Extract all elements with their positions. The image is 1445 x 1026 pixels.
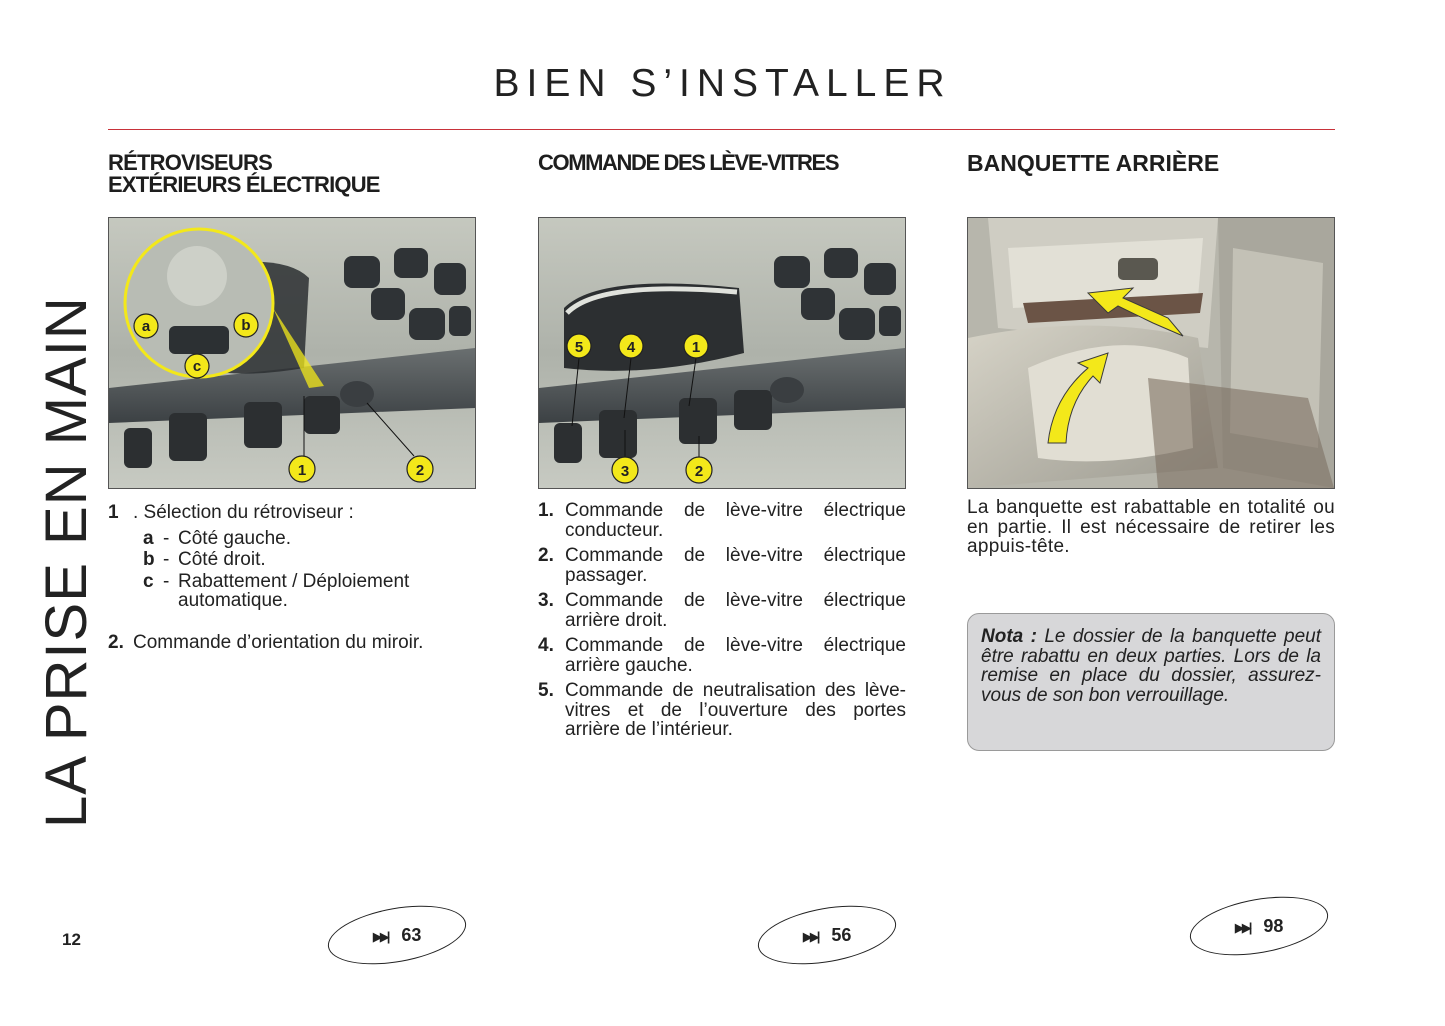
- next-page-icon: ▶▶|: [372, 928, 388, 944]
- callout-b: b: [241, 317, 251, 334]
- reference-page-number: 56: [831, 924, 852, 945]
- rear-bench-figure: [967, 217, 1335, 489]
- list-item: [538, 501, 906, 540]
- rear-bench-description: La banquette est rabattable en totalité ou en partie. Il est nécessaire de retirer les appuis-tête.: [967, 497, 1335, 557]
- list-item: [538, 591, 906, 630]
- sub-key: a: [143, 527, 154, 549]
- item-text: Commande de lève-vitre électrique passager.: [565, 545, 906, 586]
- callout-4: 4: [626, 339, 636, 356]
- item-text: Commande de neutralisation des lève-vitres et de l’ouverture des portes arrière de l’intérieur.: [565, 680, 906, 740]
- note-text: Le dossier de la banquette peut être rabattu en deux parties. Lors de la remise en place du dossier, assurez-vous de son bon verrouillage.: [981, 626, 1321, 706]
- note-box: [967, 613, 1335, 751]
- page-reference-63[interactable]: [323, 896, 470, 973]
- section-heading: COMMANDE DES LÈVE-VITRES: [538, 150, 839, 175]
- callout-2: 2: [694, 463, 704, 480]
- list-item: [538, 636, 906, 675]
- next-page-icon: ▶▶|: [802, 928, 818, 944]
- item-number: 2.: [538, 545, 554, 566]
- sub-item: [108, 572, 476, 611]
- item-number: 5.: [538, 680, 554, 701]
- page-number: 12: [62, 930, 81, 949]
- item-text: . Sélection du rétroviseur :: [133, 502, 354, 523]
- window-instructions: [538, 501, 906, 746]
- section-heading: BANQUETTE ARRIÈRE: [967, 150, 1220, 176]
- callout-2: 2: [415, 462, 425, 479]
- chapter-side-title: LA PRISE EN MAIN: [34, 296, 99, 828]
- item-number: 3.: [538, 590, 554, 611]
- callout-a: a: [141, 318, 151, 335]
- list-item: [108, 503, 476, 523]
- mirror-controls-figure: [108, 217, 476, 489]
- page-title: BIEN S’INSTALLER: [493, 62, 952, 105]
- item-number: 1: [108, 502, 119, 523]
- item-text: Commande de lève-vitre électrique arrière gauche.: [565, 635, 906, 676]
- sub-key: c: [143, 570, 154, 592]
- window-controls-figure: [538, 217, 906, 489]
- item-number: 4.: [538, 635, 554, 656]
- item-number: 2.: [108, 631, 124, 653]
- callout-1: 1: [297, 462, 307, 479]
- callout-5: 5: [574, 339, 584, 356]
- mirror-instructions: [108, 503, 476, 658]
- title-divider: [108, 129, 1335, 130]
- callout-1: 1: [691, 339, 701, 356]
- sub-dash: -: [163, 527, 170, 549]
- sub-item: [108, 529, 476, 549]
- list-item: [538, 546, 906, 585]
- next-page-icon: ▶▶|: [1234, 919, 1250, 935]
- callout-c: c: [192, 358, 202, 375]
- item-number: 1.: [538, 500, 554, 521]
- sub-key: b: [143, 549, 155, 570]
- note-label: Nota :: [981, 626, 1037, 647]
- sub-dash: -: [163, 549, 170, 570]
- list-item: [538, 681, 906, 740]
- page-reference-98[interactable]: [1185, 887, 1332, 964]
- callout-3: 3: [620, 463, 630, 480]
- reference-page-number: 98: [1263, 915, 1284, 936]
- sub-text: Côté droit.: [178, 549, 266, 570]
- item-text: Commande de lève-vitre électrique conducteur.: [565, 500, 906, 541]
- section-heading: RÉTROVISEURS EXTÉRIEURS ÉLECTRIQUE: [108, 150, 380, 197]
- sub-dash: -: [163, 570, 170, 592]
- item-text: Commande d’orientation du miroir.: [133, 631, 424, 653]
- item-text: Commande de lève-vitre électrique arrière droit.: [565, 590, 906, 631]
- page-reference-56[interactable]: [753, 896, 900, 973]
- sub-text: Rabattement / Déploiement automatique.: [178, 570, 410, 611]
- sub-item: [108, 550, 476, 570]
- list-item: [108, 633, 476, 653]
- reference-page-number: 63: [401, 924, 422, 945]
- sub-text: Côté gauche.: [178, 527, 292, 549]
